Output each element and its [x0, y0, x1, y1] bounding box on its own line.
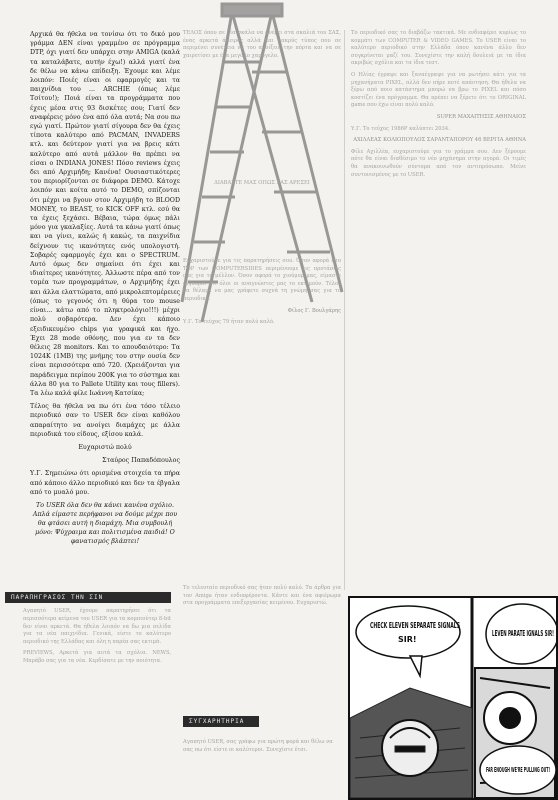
- mid-caption: ΔΙΑΒΑΣΤΕ ΜΑΣ ΟΠΩΣ ΣΑΣ ΑΡΕΣΕΙ: [214, 180, 310, 187]
- right-mid-text: Ο Ηλίας έγραψε και ξαναέγραψε για να ρωτήσει κάτι για τα μηχανήματα PIXEL, αλλά δεν πήρε ποτέ απάντηση. Θα ήθελα να ξέρω από ποιο κατάστημα μπορώ να βρω το PIXEL και πόσο κοστίζει ένα πρόγραμμα. Θα πρέπει να ξέρετε ότι το ORIGINAL game που έχω είναι πολύ καλό.: [351, 71, 526, 109]
- right-signature-2: ΑΧΙΛΛΕΑΣ ΚΟΛΙΟΠΟΥΛΟΣ ΣΑΡΑΝΤΑΠΟΡΟΥ 46 ΒΕΡΓΙΑ ΑΘΗΝΑ: [353, 137, 526, 144]
- right-bottom-text: Φίλε Αχιλλέα, ευχαριστούμε για το γράμμα σου. Δεν ξέρουμε πότε θα είναι διαθέσιμο το νέο μηχάνημα στην αγορά. Οι τιμές θα ανακοινωθούν σύντομα από τον αντιπρόσωπο. Μείνε συντονισμένος με το USER.: [351, 148, 526, 178]
- editor-reply: Το USER όλα δεν θα κάνει κανένα σχόλιο. Απλά είμαστε περήφανοι να δούμε μέχρι που θα φτάσει αυτή η διαμάχη. Μια συμβουλή μόνο: Ψύχραιμα και πολιτισμένα παιδιά! Ο φανατισμός βλάπτει!: [32, 501, 178, 545]
- column-divider: [344, 30, 345, 590]
- letter-paragraph-2: Τέλος θα ήθελα να πω ότι ένα τόσο τέλειο περιοδικό σαν το USER δεν είναι καθόλου απαραίτητο να ανοίγει διαμάχες με άλλα περιοδικά του είδους, εξίσου καλά.: [30, 403, 180, 438]
- section-banner-left: ΠΑΡΑΠΗΓΡΑΣΟΣ ΤΗΝ ΣΙΝ: [5, 592, 171, 603]
- letter-signature: Σταύρος Παπαδόπουλος: [102, 457, 180, 465]
- mid-top-text: ΤΕΛΟΣ όπου σε μία σκάλα να ανέβει στα σκαλιά του ΣΑΣ, ένας αρκετά άπειρος αλλά και μακρύς τύπος που σε περιμένει συνέχεια να του ανοίξεις την πόρτα και να σε χαιρετίσει με ένα μεγάλο χαμόγελο.: [183, 30, 341, 59]
- faded-block-bottom-middle: [183, 580, 341, 613]
- faded-column-middle: [183, 30, 341, 331]
- bl-body-text: Αγαπητό USER, έχουμε παρατηρήσει ότι τα περισσότερα κείμενα του USER για τα κομπιούτερ 8-bit δεν είναι αρκετά. Θα ήθελα λοιπόν να δω μια σελίδα για τα νέα παιχνίδια. Γενικά, είστε το καλύτερο περιοδικό της Ελλάδας και όλη η παρέα σας εκτιμά.: [23, 608, 171, 646]
- comic-strip-illustration: [348, 596, 558, 800]
- comic-art: [350, 598, 556, 798]
- letter-paragraph-1: Αρχικά θα ήθελα να τονίσω ότι το δικό μου γράμμα ΔΕΝ είναι γραμμένο σε πρόγραμμα DTP, όχι γιατί δεν υπάρχει στην AMIGA (καλά τα καταλάβατε, αυτήν έχω!) αλλά γιατί ένα δε θέλω να κάνω επίδειξη. Έχουμε και λέμε λοιπόν: Ποιές είναι οι εφαρμογές και τα παιχνίδια του ... ARCHIE (όπως λέμε Τσίτου!); Ποιά είναι τα προγράμματα που έχεις μέσα στις 93 δισκέτες σου; Γιατί δεν αναφέρεις μόνο ένα από όλα αυτά; Να σου πω εγώ γιατί. Πρώτον γιατί σίγουρα δεν θα έχεις τίποτα καλύτερο από PACMAN, INVADERS κτλ. και δεύτερον γιατί για να βρεις κάτι καλύτερο από αυτά μάλλον θα πρέπει να είσαι ο INDIANA JONES! Πόσο reviews έχεις δει από Αρχιμήδη; Κανένα! Ουσιαστικότερες του περιορίζονται σε διάφορα DEMO. Κάτοχε λοιπόν και κοίτα αυτό το DEMO, σπίζονται ότι μέχρι να βγουν στον Αρχιμήδη το BLOOD MONEY, το BEAST, το KICK OFF κτλ. εσύ θα τα έχεις ξεχάσει. Βέβαια, τώρα όμως πάλι μόνο για γκαλαξίες. Αυτά τα κάνω γιατί όπως και να γίνει, καλώς ή κακώς, τα παιχνίδια δείχνουν τις ικανότητες ενός υπολογιστή. Σοβαρές εφαρμογές έχει και ο SPECTRUM. Αυτό όμως δεν σημαίνει ότι έχει και ιδιαίτερες ικανότητες. Άλλωστε πέρα από τον τομέα των προγραμμάτων, ο Αρχιμήδης έχει και άλλα ελαττώματα, από μικρολεπτομέρειες (όπως το γεγονός ότι η θύρα του mouse είναι... κάτω από το πληκτρολόγιο!!!) μέχρι πολύ σοβαρότερα. Δεν έχει κάποιο εξειδικευμένο chips για γραφικά και ήχο. Έχει 28 mode οθόνης, που για εν τα δεν θέλεις 28 monitors. Και το απουδαιότερο: Τα 1024K (1MB) της μνήμης του στην ουσία δεν είναι περισσότερα από 720. (Χρειάζονται για παράδειγμα περίπου 200K για το σύστημα και άλλα 80 για το Pallete Utility και τους fillers). Τα λέω καλά φίλε Ιωάννη Κατσίκα;: [30, 31, 180, 397]
- comic-bubble-1-tail: SIR!: [398, 635, 417, 644]
- bm2-body-text: Αγαπητό USER, σας γράφω για πρώτη φορά και θέλω να σας πω ότι είστε οι καλύτεροι. Συνεχίστε έτσι.: [183, 739, 333, 753]
- mid-tail-text: Υ.Γ. Το τεύχος 79 ήταν πολύ καλό.: [183, 319, 275, 326]
- faded-block-bottom-left: [23, 608, 171, 669]
- right-top-text: Το περιοδικό σας το διαβάζω τακτικά. Με ενδιαφέρει κυρίως το κομμάτι των COMPUTER & VIDEO GAMES. Το USER είναι το καλύτερο περιοδικό στην Ελλάδα όπου κανένα άλλο δεν συγκρίνεται μαζί του. Συνεχίστε την καλή δουλειά με τα ίδια ακριβώς σχόλια και τα ίδια τεστ.: [351, 30, 526, 67]
- bm-body-text: Το τελευταίο περιοδικό σας ήταν πολύ καλό. Τα άρθρα για τον Amiga ήταν ενδιαφέροντα. Κάντε και ένα αφιέρωμα στα προγράμματα επεξεργασίας κειμένου. Ευχαριστώ.: [183, 585, 341, 607]
- reader-letter: [30, 30, 180, 550]
- faded-block-bottom-middle-2: [183, 734, 341, 760]
- right-signature-1: SUPER ΜΑΧΑΙΤΗΣΙΣ ΑΘΗΝΑΙΟΣ: [436, 113, 526, 120]
- bl-tail-text: PREVIEWS, Αρκετά για αυτά τα σχόλια. NEWS, Μπράβο σας για τα νέα. Κερδίσατε με την ποιότητα.: [23, 649, 171, 664]
- letter-postscript: Υ.Γ. Σημειώνω ότι ορισμένα στοιχεία τα πήρα από κάποιο άλλο περιοδικό και δεν τα έβγαλα από το μυαλό μου.: [30, 470, 180, 496]
- comic-bubble-1: CHECK ELEVEN SEPARATE SIGNALS: [370, 621, 461, 630]
- mid-body-text: Ευχαριστούμε για τις παρατηρήσεις σου. Όσον αφορά στο TOP των COMPUTERSIDES περιμένουμε τις προτάσεις σας για το μέλλον. Όσον αφορά το χιούμορ μας, είμαστε σίγουροι ότι όλοι οι αναγνώστες μας το εκτιμούν. Τέλος θα θέλαμε να μας γράφετε συχνά τη γνώμη σας για το περιοδικό.: [183, 257, 341, 302]
- faded-column-right: [351, 30, 526, 183]
- section-banner-middle: ΣΥΓΧΑΡΗΤΗΡΙΑ: [183, 716, 259, 727]
- comic-bubble-3: FAR ENOUGH WE'RE PULLING OUT!: [486, 766, 550, 774]
- comic-bubble-2: LEVEN PARATE IGNALS SIR!: [492, 629, 554, 638]
- mid-signature: Φίλος Γ. Βουλγάρης: [287, 307, 341, 314]
- right-postscript: Υ.Γ. Το τεύχος 1986Ρ καλύπτει 2034.: [351, 125, 450, 132]
- letter-closing: Ευχαριστώ πολύ: [78, 443, 132, 451]
